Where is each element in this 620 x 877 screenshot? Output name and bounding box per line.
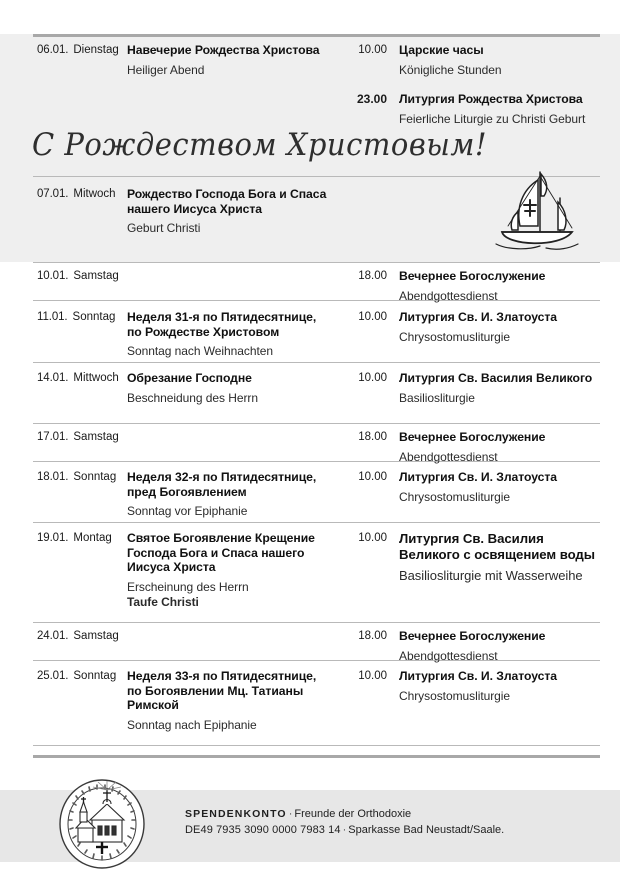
service-time: 10.00: [358, 372, 387, 384]
service-title-ru: Вечернее Богослужение: [399, 629, 546, 643]
organisation-name: Freunde der Orthodoxie: [294, 808, 412, 820]
service-time: 10.00: [358, 471, 387, 483]
event-title-de: Beschneidung des Herrn: [127, 390, 258, 405]
event-title-de: Sonntag nach Weihnachten: [127, 344, 274, 358]
row-event: [127, 187, 335, 236]
table-row: [0, 269, 620, 304]
rule-sep-7: [33, 522, 600, 523]
donation-line-2: [185, 822, 585, 838]
date-value: 10.01.: [37, 270, 69, 282]
event-title-de: Heiliger Abend: [127, 62, 205, 77]
row-service: [387, 269, 620, 304]
row-date: [0, 669, 127, 684]
service-title-de: Abendgottesdienst: [399, 449, 498, 464]
iban-value: DE49 7935 3090 0000 7983 14: [185, 824, 341, 836]
row-service: [387, 92, 620, 127]
row-event: [127, 669, 335, 733]
service-title-de: Abendgottesdienst: [399, 648, 498, 663]
date-value: 07.01.: [37, 188, 69, 200]
service-time: 10.00: [358, 532, 387, 544]
table-row: [0, 470, 620, 519]
table-row: [0, 669, 620, 733]
row-service: [387, 531, 620, 585]
service-time: 10.00: [358, 311, 387, 323]
table-row: [0, 310, 620, 359]
rule-top: [33, 34, 600, 37]
service-title-de: Chrysostomusliturgie: [399, 688, 511, 703]
table-row: [0, 531, 620, 610]
service-title-ru: Литургия Рождества Христова: [399, 92, 583, 106]
table-row: [0, 187, 620, 236]
event-title-ru: Святое Богоявление Крещение Господа Бога и Спаса нашего Иисуса Христа: [127, 531, 315, 574]
table-row: [0, 430, 620, 465]
row-event: [127, 371, 335, 406]
weekday-value: Montag: [73, 532, 112, 544]
event-title-de-emphasis: Taufe Christi: [127, 594, 199, 609]
table-row: [0, 43, 620, 78]
weekday-value: Sonntag: [72, 311, 116, 323]
weekday-value: Samstag: [73, 270, 119, 282]
service-title-ru: Царские часы: [399, 43, 484, 57]
service-time: 18.00: [358, 431, 387, 443]
table-row: [0, 629, 620, 664]
bank-name: Sparkasse Bad Neustadt/Saale.: [348, 824, 505, 836]
separator-dot: ·: [288, 808, 293, 820]
service-title-ru: Вечернее Богослужение: [399, 430, 546, 444]
row-date: [0, 310, 127, 325]
weekday-value: Samstag: [73, 431, 119, 443]
event-title-de: Geburt Christi: [127, 221, 201, 235]
row-date: [0, 470, 127, 485]
service-title-ru: Литургия Св. И. Златоуста: [399, 470, 558, 484]
rule-sep-5: [33, 423, 600, 424]
rule-bottom: [33, 745, 600, 746]
date-value: 19.01.: [37, 532, 69, 544]
row-date: [0, 269, 127, 284]
weekday-value: Samstag: [73, 630, 119, 642]
row-date: [0, 43, 127, 58]
event-title-ru: Рождество Господа Бога и Спаса нашего Иисуса Христа: [127, 187, 327, 216]
date-value: 24.01.: [37, 630, 69, 642]
row-service: [387, 43, 620, 78]
row-service: [387, 669, 620, 704]
date-value: 14.01.: [37, 372, 69, 384]
row-service: [387, 470, 620, 505]
donation-label: SPENDENKONTO: [185, 808, 287, 820]
event-title-de: Sonntag vor Epiphanie: [127, 504, 248, 518]
row-date: [0, 187, 127, 202]
service-title-ru: Литургия Св. И. Златоуста: [399, 310, 558, 324]
service-title-de: Basiliosliturgie mit Wasserweihe: [399, 568, 583, 583]
service-title-ru: Литургия Св. Василия Великого с освящением воды: [399, 531, 595, 562]
row-date: [0, 629, 127, 644]
event-title-ru: Неделя 31-я по Пятидесятнице, по Рождестве Христовом: [127, 310, 317, 339]
row-event: [127, 310, 335, 359]
rule-sep-4: [33, 362, 600, 363]
event-title-ru: Обрезание Господне: [127, 371, 252, 385]
service-title-ru: Вечернее Богослужение: [399, 269, 546, 283]
weekday-value: Dienstag: [73, 44, 119, 56]
weekday-value: Mitwoch: [73, 188, 116, 200]
weekday-value: Mittwoch: [73, 372, 119, 384]
service-title-de: Chrysostomusliturgie: [399, 329, 511, 344]
service-time: 10.00: [358, 670, 387, 682]
service-title-de: Chrysostomusliturgie: [399, 489, 511, 504]
service-title-de: Basiliosliturgie: [399, 390, 475, 405]
row-date: [0, 371, 127, 386]
donation-line-1: [185, 806, 585, 822]
service-time: 18.00: [358, 270, 387, 282]
row-service: [387, 430, 620, 465]
donation-account-info: [185, 806, 585, 838]
date-value: 25.01.: [37, 670, 69, 682]
event-title-ru: Навечерие Рождества Христова: [127, 43, 320, 57]
event-title-de: Sonntag nach Epiphanie: [127, 717, 257, 732]
row-event: [127, 531, 335, 610]
service-title-de: Königliche Stunden: [399, 62, 502, 77]
date-value: 18.01.: [37, 471, 69, 483]
event-title-de: Erscheinung des Herrn: [127, 579, 249, 594]
rule-sep-2: [33, 262, 600, 263]
date-value: 11.01.: [37, 311, 68, 323]
event-title-ru: Неделя 33-я по Пятидесятнице, по Богоявлении Мц. Татианы Римской: [127, 669, 317, 712]
row-date: [0, 430, 127, 445]
weekday-value: Sonntag: [73, 670, 117, 682]
service-time: 23.00: [356, 92, 387, 106]
row-event: [127, 43, 335, 78]
row-event: [127, 470, 335, 519]
service-time: 18.00: [358, 630, 387, 642]
row-service: [387, 310, 620, 345]
rule-footer-top: [33, 755, 600, 758]
table-row: [0, 371, 620, 406]
church-seal-logo: [58, 778, 146, 870]
row-date: [0, 531, 127, 546]
service-title-ru: Литургия Св. И. Златоуста: [399, 669, 558, 683]
rule-sep-8: [33, 622, 600, 623]
date-value: 17.01.: [37, 431, 69, 443]
row-service: [387, 629, 620, 664]
weekday-value: Sonntag: [73, 471, 117, 483]
row-service: [387, 371, 620, 406]
separator-dot: ·: [342, 824, 347, 836]
christmas-greeting-calligraphy: С Рождеством Христовым!: [32, 126, 488, 163]
service-time: 10.00: [358, 44, 387, 56]
service-title-de: Feierliche Liturgie zu Christi Geburt: [399, 111, 586, 126]
event-title-ru: Неделя 32-я по Пятидесятнице, пред Богоявлением: [127, 470, 317, 499]
service-title-ru: Литургия Св. Василия Великого: [399, 371, 593, 385]
service-title-de: Abendgottesdienst: [399, 288, 498, 303]
date-value: 06.01.: [37, 44, 69, 56]
